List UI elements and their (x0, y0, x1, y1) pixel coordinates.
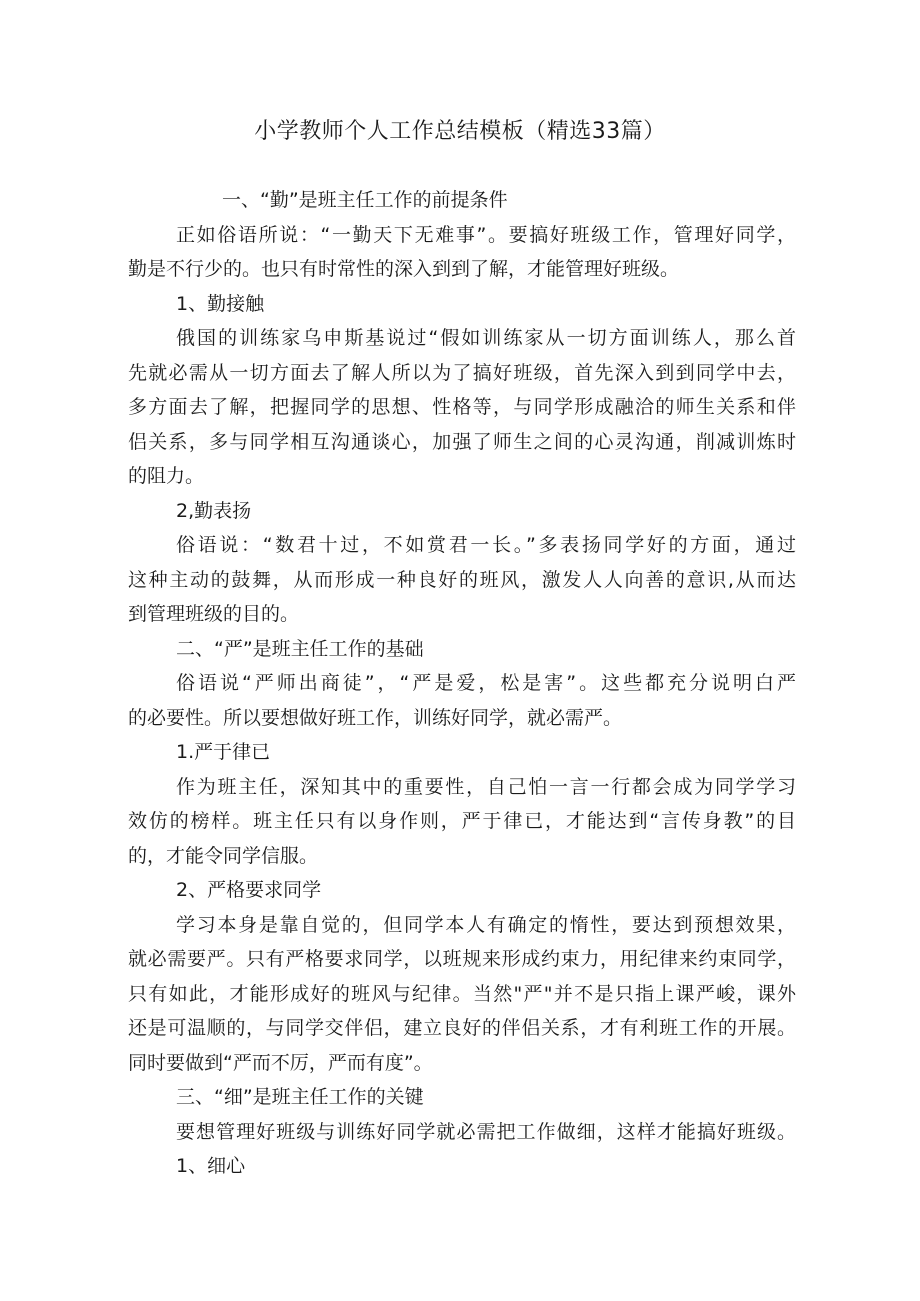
subheading: 1、细心 (176, 1155, 246, 1177)
paragraph-line: 的阻力。 (128, 465, 205, 487)
paragraph-line: 作为班主任，深知其中的重要性，自己怕一言一行都会成为同学学习 (176, 775, 796, 798)
section-heading: 三、“细”是班主任工作的关键 (176, 1086, 424, 1108)
paragraph-line: 还是可温顺的，与同学交伴侣，建立良好的伴侣关系，才有利班工作的开展。 (128, 1017, 796, 1039)
paragraph-line: 学习本身是靠自觉的，但同学本人有确定的惰性，要达到预想效果， (176, 913, 796, 936)
paragraph-line: 的，才能令同学信服。 (128, 844, 319, 867)
paragraph-line: 正如俗语所说：“一勤天下无难事”。要搞好班级工作，管理好同学， (176, 223, 796, 246)
paragraph-line: 先就必需从一切方面去了解人所以为了搞好班级，首先深入到到同学中去， (128, 361, 796, 384)
paragraph-line: 俗语说“严师出商徒”，“严是爱，松是害”。这些都充分说明白严 (176, 672, 796, 694)
paragraph-line: 俗语说：“数君十过，不如赏君一长。”多表扬同学好的方面，通过 (176, 534, 796, 556)
paragraph-line: 同时要做到“严而不厉，严而有度”。 (128, 1051, 433, 1074)
subheading: 2,勤表扬 (176, 499, 252, 522)
section-heading: 二、“严”是班主任工作的基础 (176, 637, 424, 660)
paragraph-line: 多方面去了解，把握同学的思想、性格等，与同学形成融洽的师生关系和伴 (128, 396, 796, 418)
paragraph-line: 就必需要严。只有严格要求同学，以班规来形成约束力，用纪律来约束同学， (128, 948, 796, 970)
paragraph-line: 效仿的榜样。班主任只有以身作则，严于律已，才能达到“言传身教”的目 (128, 810, 796, 832)
subheading: 1、勤接触 (176, 292, 265, 315)
paragraph-line: 勤是不行少的。也只有时常性的深入到到了解，才能管理好班级。 (128, 258, 680, 280)
section-heading: 一、“勤”是班主任工作的前提条件 (222, 189, 508, 211)
paragraph-line: 只有如此，才能形成好的班风与纪律。当然"严"并不是只指上课严峻，课外 (128, 982, 796, 1005)
paragraph-line: 到管理班级的目的。 (128, 603, 300, 625)
paragraph-line: 的必要性。所以要想做好班工作，训练好同学，就必需严。 (128, 706, 623, 729)
document-title: 小学教师个人工作总结模板（精选33篇） (254, 119, 666, 144)
paragraph-line: 要想管理好班级与训练好同学就必需把工作做细，这样才能搞好班级。 (176, 1120, 796, 1143)
paragraph-line: 侣关系，多与同学相互沟通谈心，加强了师生之间的心灵沟通，削减训炼时 (128, 430, 796, 453)
subheading: 1.严于律已 (176, 741, 271, 763)
document-body (128, 183, 796, 1184)
paragraph-line: 这种主动的鼓舞，从而形成一种良好的班风，激发人人向善的意识,从而达 (128, 568, 796, 591)
subheading: 2、严格要求同学 (176, 879, 322, 901)
paragraph-line: 俄国的训练家乌申斯基说过“假如训练家从一切方面训练人，那么首 (176, 327, 796, 349)
